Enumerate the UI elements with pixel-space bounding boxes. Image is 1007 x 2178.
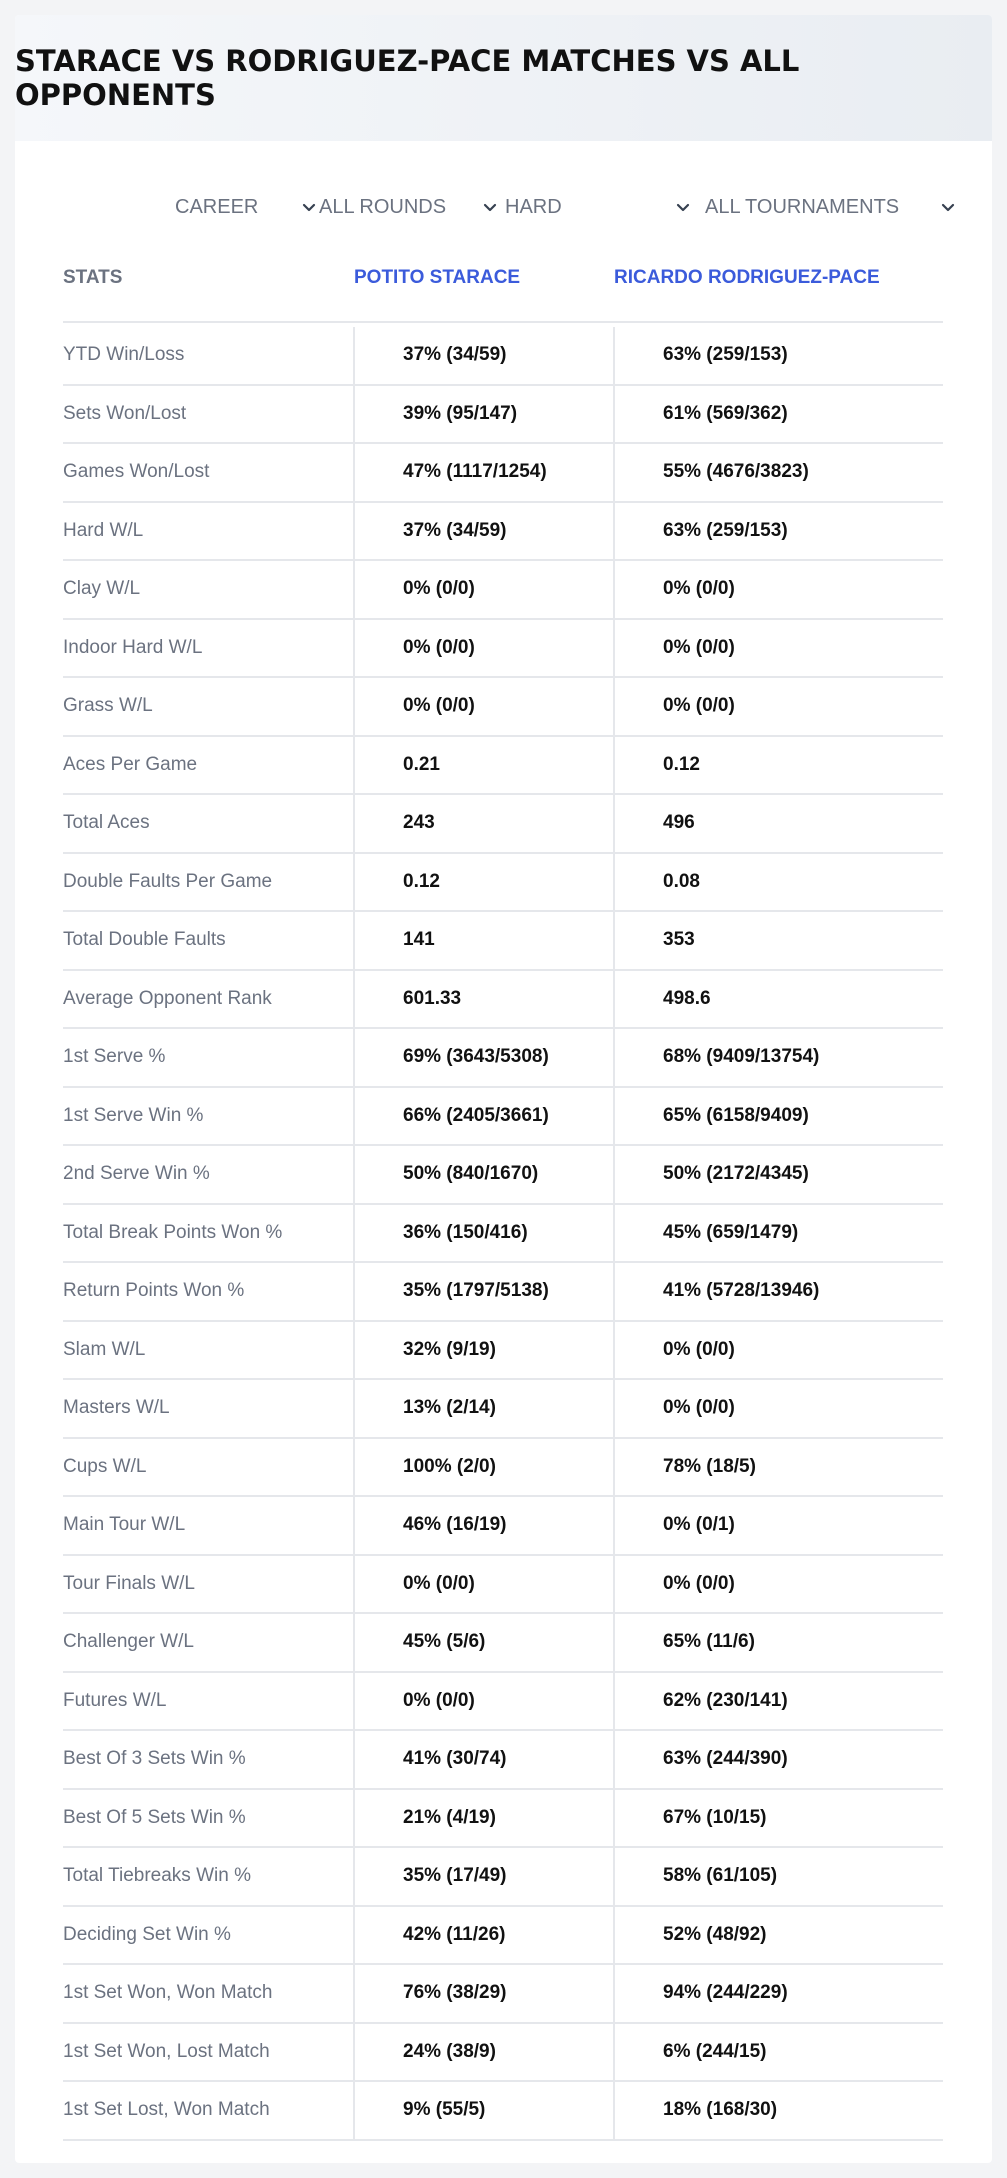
stat-label: 1st Set Won, Lost Match: [63, 2040, 270, 2062]
chevron-down-icon: [481, 198, 499, 216]
table-row: [63, 678, 943, 737]
table-row: [63, 1965, 943, 2024]
table-row: [63, 1614, 943, 1673]
player1-value: 100% (2/0): [353, 1439, 613, 1496]
stat-label: 1st Serve %: [63, 1046, 166, 1068]
page-title: STARACE VS RODRIGUEZ-PACE MATCHES VS ALL OPPONENTS: [15, 44, 800, 112]
chevron-down-icon: [939, 198, 957, 216]
player1-value: 0% (0/0): [353, 1556, 613, 1613]
player1-value: 32% (9/19): [353, 1322, 613, 1379]
rounds-dropdown[interactable]: [319, 187, 499, 227]
table-row: [63, 1907, 943, 1966]
stat-label: Double Faults Per Game: [63, 870, 273, 892]
table-row: [63, 1205, 943, 1264]
table-row: [63, 2024, 943, 2083]
player1-value: 37% (34/59): [353, 327, 613, 384]
player1-value: 0% (0/0): [353, 620, 613, 677]
player1-value: 66% (2405/3661): [353, 1088, 613, 1145]
table-row: [63, 1146, 943, 1205]
table-row: [63, 1439, 943, 1498]
player2-value: 58% (61/105): [613, 1848, 943, 1905]
stat-label: Masters W/L: [63, 1397, 170, 1419]
player2-value: 52% (48/92): [613, 1907, 943, 1964]
stat-label: Total Aces: [63, 812, 150, 834]
player1-column-header[interactable]: POTITO STARACE: [354, 267, 521, 288]
stat-label: Indoor Hard W/L: [63, 636, 203, 658]
tournaments-dropdown-value: ALL TOURNAMENTS: [705, 195, 900, 218]
player2-value: 0% (0/0): [613, 678, 943, 735]
stat-label: Cups W/L: [63, 1455, 147, 1477]
stat-label: Hard W/L: [63, 519, 144, 541]
stat-label: Sets Won/Lost: [63, 402, 187, 424]
player2-value: 65% (11/6): [613, 1614, 943, 1671]
player2-value: 0% (0/0): [613, 561, 943, 618]
player2-value: 0% (0/0): [613, 1322, 943, 1379]
table-row: [63, 854, 943, 913]
table-row: [63, 912, 943, 971]
player2-value: 65% (6158/9409): [613, 1088, 943, 1145]
stat-label: Main Tour W/L: [63, 1514, 186, 1536]
player1-value: 36% (150/416): [353, 1205, 613, 1262]
player1-value: 41% (30/74): [353, 1731, 613, 1788]
stat-label: Games Won/Lost: [63, 461, 210, 483]
player1-value: 601.33: [353, 971, 613, 1028]
table-row: [63, 2082, 943, 2141]
stat-label: YTD Win/Loss: [63, 344, 185, 366]
table-row: [63, 444, 943, 503]
stats-column-header: STATS: [63, 267, 123, 288]
stat-label: Deciding Set Win %: [63, 1923, 231, 1945]
player2-value: 94% (244/229): [613, 1965, 943, 2022]
player1-value: 47% (1117/1254): [353, 444, 613, 501]
table-row: [63, 327, 943, 386]
filter-bar: [15, 187, 992, 227]
table-row: [63, 1497, 943, 1556]
table-header: [63, 255, 943, 323]
table-row: [63, 620, 943, 679]
stats-card: [15, 15, 992, 2163]
stat-label: Return Points Won %: [63, 1280, 245, 1302]
table-row: [63, 503, 943, 562]
stat-label: Average Opponent Rank: [63, 987, 272, 1009]
surface-dropdown-value: HARD: [505, 195, 562, 218]
player2-value: 0% (0/0): [613, 620, 943, 677]
player2-value: 62% (230/141): [613, 1673, 943, 1730]
player2-value: 78% (18/5): [613, 1439, 943, 1496]
player1-value: 21% (4/19): [353, 1790, 613, 1847]
stat-label: Aces Per Game: [63, 753, 198, 775]
player1-value: 0% (0/0): [353, 561, 613, 618]
player2-value: 0% (0/1): [613, 1497, 943, 1554]
player2-value: 41% (5728/13946): [613, 1263, 943, 1320]
player1-value: 13% (2/14): [353, 1380, 613, 1437]
player1-value: 35% (1797/5138): [353, 1263, 613, 1320]
table-row: [63, 1673, 943, 1732]
table-row: [63, 386, 943, 445]
player1-value: 0.12: [353, 854, 613, 911]
table-row: [63, 795, 943, 854]
stat-label: Tour Finals W/L: [63, 1572, 195, 1594]
stat-label: 2nd Serve Win %: [63, 1163, 210, 1185]
stat-label: 1st Serve Win %: [63, 1104, 204, 1126]
player2-value: 63% (259/153): [613, 327, 943, 384]
stat-label: Total Double Faults: [63, 929, 226, 951]
player1-value: 37% (34/59): [353, 503, 613, 560]
player2-value: 45% (659/1479): [613, 1205, 943, 1262]
player1-value: 0% (0/0): [353, 678, 613, 735]
player1-value: 45% (5/6): [353, 1614, 613, 1671]
player2-value: 353: [613, 912, 943, 969]
stat-label: 1st Set Lost, Won Match: [63, 2099, 270, 2121]
player2-column-header[interactable]: RICARDO RODRIGUEZ-PACE: [614, 267, 880, 288]
player2-value: 61% (569/362): [613, 386, 943, 443]
table-row: [63, 1556, 943, 1615]
player1-value: 69% (3643/5308): [353, 1029, 613, 1086]
table-row: [63, 1848, 943, 1907]
player1-value: 39% (95/147): [353, 386, 613, 443]
player2-value: 63% (259/153): [613, 503, 943, 560]
player1-value: 42% (11/26): [353, 1907, 613, 1964]
stat-label: Slam W/L: [63, 1338, 146, 1360]
player1-value: 76% (38/29): [353, 1965, 613, 2022]
stat-label: Grass W/L: [63, 695, 153, 717]
stat-label: Clay W/L: [63, 578, 141, 600]
player2-value: 55% (4676/3823): [613, 444, 943, 501]
stats-table-body: [63, 327, 943, 2141]
table-row: [63, 1380, 943, 1439]
table-row: [63, 561, 943, 620]
player2-value: 18% (168/30): [613, 2082, 943, 2139]
table-row: [63, 1029, 943, 1088]
chevron-down-icon: [674, 198, 692, 216]
player1-value: 0% (0/0): [353, 1673, 613, 1730]
player2-value: 0.12: [613, 737, 943, 794]
player2-value: 63% (244/390): [613, 1731, 943, 1788]
player2-value: 67% (10/15): [613, 1790, 943, 1847]
stat-label: Total Tiebreaks Win %: [63, 1865, 251, 1887]
stat-label: Best Of 5 Sets Win %: [63, 1806, 246, 1828]
player1-value: 9% (55/5): [353, 2082, 613, 2139]
player2-value: 68% (9409/13754): [613, 1029, 943, 1086]
table-row: [63, 1263, 943, 1322]
table-row: [63, 1790, 943, 1849]
period-dropdown[interactable]: [175, 187, 318, 227]
player2-value: 0% (0/0): [613, 1556, 943, 1613]
rounds-dropdown-value: ALL ROUNDS: [319, 195, 447, 218]
table-row: [63, 1322, 943, 1381]
stat-label: Best Of 3 Sets Win %: [63, 1748, 246, 1770]
player2-value: 50% (2172/4345): [613, 1146, 943, 1203]
player2-value: 0.08: [613, 854, 943, 911]
surface-dropdown[interactable]: [505, 187, 692, 227]
table-row: [63, 1088, 943, 1147]
player2-value: 496: [613, 795, 943, 852]
chevron-down-icon: [300, 198, 318, 216]
player1-value: 0.21: [353, 737, 613, 794]
player2-value: 6% (244/15): [613, 2024, 943, 2081]
player1-value: 24% (38/9): [353, 2024, 613, 2081]
player1-value: 46% (16/19): [353, 1497, 613, 1554]
stat-label: Total Break Points Won %: [63, 1221, 283, 1243]
stat-label: Challenger W/L: [63, 1631, 194, 1653]
page-header: [15, 15, 992, 141]
tournaments-dropdown[interactable]: [705, 187, 957, 227]
player1-value: 243: [353, 795, 613, 852]
period-dropdown-value: CAREER: [175, 195, 259, 218]
player2-value: 498.6: [613, 971, 943, 1028]
table-row: [63, 1731, 943, 1790]
stat-label: Futures W/L: [63, 1689, 167, 1711]
table-row: [63, 971, 943, 1030]
player1-value: 50% (840/1670): [353, 1146, 613, 1203]
player1-value: 35% (17/49): [353, 1848, 613, 1905]
table-row: [63, 737, 943, 796]
player1-value: 141: [353, 912, 613, 969]
stat-label: 1st Set Won, Won Match: [63, 1982, 273, 2004]
player2-value: 0% (0/0): [613, 1380, 943, 1437]
